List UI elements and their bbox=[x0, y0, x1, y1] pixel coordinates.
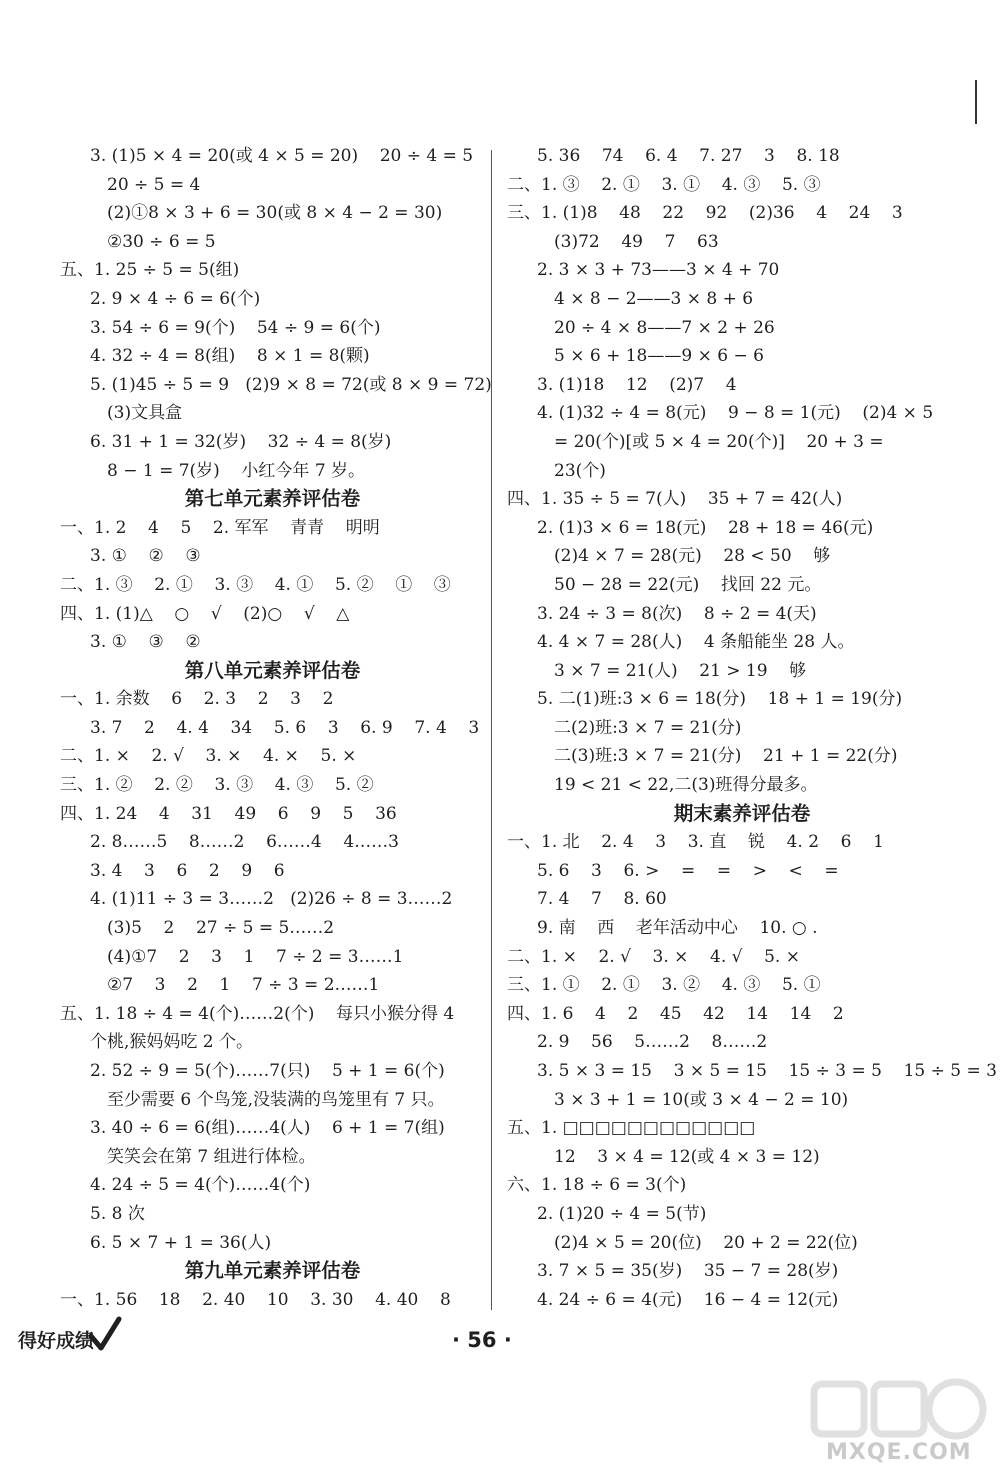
left-answer-column bbox=[60, 142, 492, 1314]
answer-line: (2)4 × 7 = 28(元) 28 < 50 够 bbox=[554, 546, 831, 567]
answer-line: 19 < 21 < 22,二(3)班得分最多。 bbox=[554, 775, 818, 796]
answer-line: (3)文具盒 bbox=[107, 403, 183, 424]
answer-line: ②30 ÷ 6 = 5 bbox=[107, 231, 216, 252]
page-number: · 56 · bbox=[452, 1328, 512, 1352]
answer-line: 4. (1)32 ÷ 4 = 8(元) 9 − 8 = 1(元) (2)4 × 5 bbox=[537, 403, 934, 424]
answer-line: ②7 3 2 1 7 ÷ 3 = 2……1 bbox=[107, 975, 380, 996]
answer-line: 四、1. (1)△ ○ √ (2)○ √ △ bbox=[60, 603, 350, 624]
answer-line: 2. 9 × 4 ÷ 6 = 6(个) bbox=[90, 288, 261, 309]
answer-line: 2. 9 56 5……2 8……2 bbox=[537, 1032, 768, 1053]
answer-line: 4. 24 ÷ 5 = 4(个)……4(个) bbox=[90, 1175, 311, 1196]
answer-line: 3. ① ② ③ bbox=[90, 546, 201, 567]
column-divider bbox=[491, 150, 492, 1310]
section-heading: 期末素养评估卷 bbox=[673, 801, 811, 825]
answer-line: 12 3 × 4 = 12(或 4 × 3 = 12) bbox=[554, 1146, 820, 1167]
answer-line: 5. 8 次 bbox=[90, 1203, 145, 1224]
answer-line: 五、1. 25 ÷ 5 = 5(组) bbox=[60, 260, 240, 281]
answer-line: 3. 24 ÷ 3 = 8(次) 8 ÷ 2 = 4(天) bbox=[537, 603, 817, 624]
section-heading: 第八单元素养评估卷 bbox=[184, 658, 361, 682]
answer-line: 五、1. 18 ÷ 4 = 4(个)……2(个) 每只小猴分得 4 bbox=[60, 1003, 455, 1024]
answer-line: 5 × 6 + 18——9 × 6 − 6 bbox=[554, 346, 764, 367]
answer-line: 3. 7 × 5 = 35(岁) 35 − 7 = 28(岁) bbox=[537, 1261, 839, 1282]
answer-line: 个桃,猴妈妈吃 2 个。 bbox=[90, 1032, 254, 1053]
answer-line: 7. 4 7 8. 60 bbox=[537, 889, 667, 910]
answer-line: 一、1. 56 18 2. 40 10 3. 30 4. 40 8 bbox=[60, 1289, 451, 1310]
answer-line: (3)72 49 7 63 bbox=[554, 231, 719, 252]
answer-line: (2)①8 × 3 + 6 = 30(或 8 × 4 − 2 = 30) bbox=[107, 203, 443, 224]
answer-line: 3. 5 × 3 = 15 3 × 5 = 15 15 ÷ 3 = 5 15 ÷ 5 = 3 bbox=[537, 1061, 997, 1081]
answer-line: 3 × 7 = 21(人) 21 > 19 够 bbox=[554, 660, 807, 681]
page-edge-rule bbox=[975, 80, 977, 124]
answer-line: 一、1. 余数 6 2. 3 2 3 2 bbox=[60, 689, 334, 710]
answer-line: 三、1. ① 2. ① 3. ② 4. ③ 5. ① bbox=[507, 975, 821, 996]
answer-line: (3)5 2 27 ÷ 5 = 5……2 bbox=[107, 918, 335, 939]
brand-label: 得好成绩 bbox=[18, 1330, 95, 1352]
answer-line: 三、1. (1)8 48 22 92 (2)36 4 24 3 bbox=[507, 203, 903, 224]
answer-line: 20 ÷ 4 × 8——7 × 2 + 26 bbox=[554, 317, 775, 338]
answer-line: 3. (1)5 × 4 = 20(或 4 × 5 = 20) 20 ÷ 4 = 5 bbox=[90, 146, 474, 166]
answer-line: = 20(个)[或 5 × 4 = 20(个)] 20 + 3 = bbox=[554, 431, 884, 452]
answer-line: 五、1. □□□□□□□□□□□□ bbox=[507, 1118, 756, 1139]
answer-line: 3 × 3 + 1 = 10(或 3 × 4 − 2 = 10) bbox=[554, 1089, 849, 1110]
answer-line: 6. 5 × 7 + 1 = 36(人) bbox=[90, 1232, 272, 1253]
answer-line: 二(3)班:3 × 7 = 21(分) 21 + 1 = 22(分) bbox=[554, 746, 898, 767]
answer-line: 3. 40 ÷ 6 = 6(组)……4(人) 6 + 1 = 7(组) bbox=[90, 1118, 445, 1139]
answer-line: 四、1. 35 ÷ 5 = 7(人) 35 + 7 = 42(人) bbox=[507, 489, 843, 510]
answer-line: 3. 54 ÷ 6 = 9(个) 54 ÷ 9 = 6(个) bbox=[90, 317, 381, 338]
answer-line: 3. 4 3 6 2 9 6 bbox=[90, 860, 285, 881]
answer-line: 5. 二(1)班:3 × 6 = 18(分) 18 + 1 = 19(分) bbox=[537, 689, 903, 710]
answer-line: 二、1. ③ 2. ① 3. ① 4. ③ 5. ③ bbox=[507, 174, 821, 195]
answer-line: (4)①7 2 3 1 7 ÷ 2 = 3……1 bbox=[107, 946, 404, 967]
section-heading: 第九单元素养评估卷 bbox=[184, 1259, 361, 1283]
answer-line: 9. 南 西 老年活动中心 10. ○ . bbox=[537, 918, 818, 939]
answer-line: 四、1. 6 4 2 45 42 14 14 2 bbox=[507, 1003, 844, 1024]
answer-line: 6. 31 + 1 = 32(岁) 32 ÷ 4 = 8(岁) bbox=[90, 431, 392, 452]
answer-line: 4. 32 ÷ 4 = 8(组) 8 × 1 = 8(颗) bbox=[90, 346, 370, 367]
answer-line: 四、1. 24 4 31 49 6 9 5 36 bbox=[60, 803, 397, 824]
answer-line: 2. 52 ÷ 9 = 5(个)……7(只) 5 + 1 = 6(个) bbox=[90, 1061, 445, 1081]
answer-line: 2. (1)20 ÷ 4 = 5(节) bbox=[537, 1203, 707, 1224]
answer-line: 4. 4 × 7 = 28(人) 4 条船能坐 28 人。 bbox=[537, 632, 855, 653]
answer-line: 二、1. × 2. √ 3. × 4. × 5. × bbox=[60, 746, 357, 767]
answer-line: 23(个) bbox=[554, 460, 606, 481]
answer-line: 一、1. 北 2. 4 3 3. 直 锐 4. 2 6 1 bbox=[507, 832, 884, 853]
answer-line: 三、1. ② 2. ② 3. ③ 4. ③ 5. ② bbox=[60, 775, 374, 796]
right-answer-column bbox=[507, 142, 997, 1314]
answer-line: 一、1. 2 4 5 2. 军军 青青 明明 bbox=[60, 517, 380, 538]
answer-line: 5. 6 3 6. > = = > < = bbox=[537, 860, 839, 881]
checkmark-icon bbox=[88, 1316, 122, 1352]
answer-line: 二、1. ③ 2. ① 3. ③ 4. ① 5. ② ① ③ bbox=[60, 574, 451, 595]
answer-line: 二、1. × 2. √ 3. × 4. √ 5. × bbox=[507, 946, 800, 967]
watermark-text: MXQE.COM bbox=[826, 1440, 972, 1465]
answer-line: 2. 8……5 8……2 6……4 4……3 bbox=[90, 832, 399, 853]
section-heading: 第七单元素养评估卷 bbox=[184, 487, 361, 511]
answer-line: 2. 3 × 3 + 73——3 × 4 + 70 bbox=[537, 260, 780, 281]
answer-line: 3. ① ③ ② bbox=[90, 632, 201, 653]
answer-line: (2)4 × 5 = 20(位) 20 + 2 = 22(位) bbox=[554, 1232, 858, 1253]
answer-line: 2. (1)3 × 6 = 18(元) 28 + 18 = 46(元) bbox=[537, 517, 874, 538]
answer-line: 5. 36 74 6. 4 7. 27 3 8. 18 bbox=[537, 146, 840, 166]
answer-line: 8 − 1 = 7(岁) 小红今年 7 岁。 bbox=[107, 460, 366, 481]
answer-line: 3. 7 2 4. 4 34 5. 6 3 6. 9 7. 4 3 bbox=[90, 717, 480, 738]
answer-line: 50 − 28 = 22(元) 找回 22 元。 bbox=[554, 574, 822, 595]
answer-line: 笑笑会在第 7 组进行体检。 bbox=[107, 1146, 316, 1167]
answer-line: 20 ÷ 5 = 4 bbox=[107, 174, 201, 195]
answer-line: 4. 24 ÷ 6 = 4(元) 16 − 4 = 12(元) bbox=[537, 1289, 839, 1310]
answer-line: 4. (1)11 ÷ 3 = 3……2 (2)26 ÷ 8 = 3……2 bbox=[90, 889, 453, 910]
answer-line: 3. (1)18 12 (2)7 4 bbox=[537, 374, 737, 395]
answer-line: 至少需要 6 个鸟笼,没装满的鸟笼里有 7 只。 bbox=[107, 1089, 445, 1110]
answer-line: 二(2)班:3 × 7 = 21(分) bbox=[554, 717, 742, 738]
answer-line: 5. (1)45 ÷ 5 = 9 (2)9 × 8 = 72(或 8 × 9 = 72) bbox=[90, 374, 492, 395]
answer-line: 4 × 8 − 2——3 × 8 + 6 bbox=[554, 288, 754, 309]
answer-line: 六、1. 18 ÷ 6 = 3(个) bbox=[507, 1175, 687, 1196]
